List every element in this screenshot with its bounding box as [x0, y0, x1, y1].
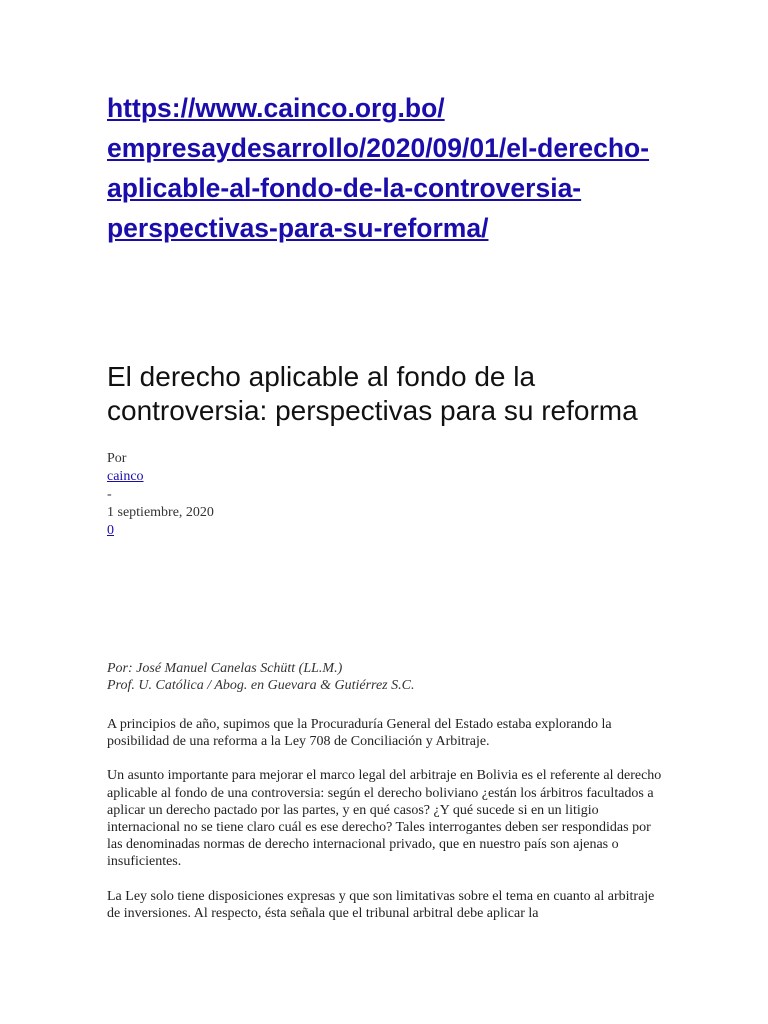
- body-paragraph: La Ley solo tiene disposiciones expresas y que son limitativas sobre el tema en cuanto al arbitraje de inversiones. Al respecto, ésta señala que el tribunal arbitral debe aplicar la: [107, 888, 655, 921]
- source-url-line: perspectivas-para-su-reforma/: [107, 213, 489, 243]
- author-link[interactable]: cainco: [107, 469, 144, 484]
- byline-author: Por: José Manuel Canelas Schütt (LL.M.): [107, 661, 343, 676]
- author-byline: [107, 660, 414, 694]
- source-url-line: https://www.cainco.org.bo/: [107, 93, 445, 123]
- publish-date: 1 septiembre, 2020: [107, 505, 214, 520]
- article-body: [107, 716, 667, 939]
- body-paragraph: A principios de año, supimos que la Procuraduría General del Estado estaba explorando la posibilidad de una reforma a la Ley 708 de Conciliación y Arbitraje.: [107, 717, 612, 750]
- meta-separator: -: [107, 487, 112, 502]
- article-container: [107, 88, 667, 921]
- source-url-line: empresaydesarrollo/2020/09/01/el-derecho-: [107, 133, 650, 163]
- byline-affiliation: Prof. U. Católica / Abog. en Guevara & Gutiérrez S.C.: [107, 678, 415, 693]
- source-url-link[interactable]: [107, 88, 667, 248]
- source-url-line: aplicable-al-fondo-de-la-controversia-: [107, 173, 582, 203]
- comments-count-link[interactable]: 0: [107, 523, 114, 538]
- article-meta: [107, 450, 214, 540]
- by-label: Por: [107, 451, 127, 466]
- article-title: El derecho aplicable al fondo de la controversia: perspectivas para su reforma: [107, 361, 638, 426]
- body-paragraph: Un asunto importante para mejorar el marco legal del arbitraje en Bolivia es el referente al derecho aplicable al fondo de una controversia: según el derecho boliviano ¿están los árbitros facultados a aplicar un derecho pactado por las partes, y en qué casos? ¿Y qué sucede si en un litigio internacional no se tiene claro cuál es ese derecho? Tales interrogantes deben ser respondidas por las denominadas normas de derecho internacional privado, que en nuestro país son ajenas o insuficientes.: [107, 768, 662, 870]
